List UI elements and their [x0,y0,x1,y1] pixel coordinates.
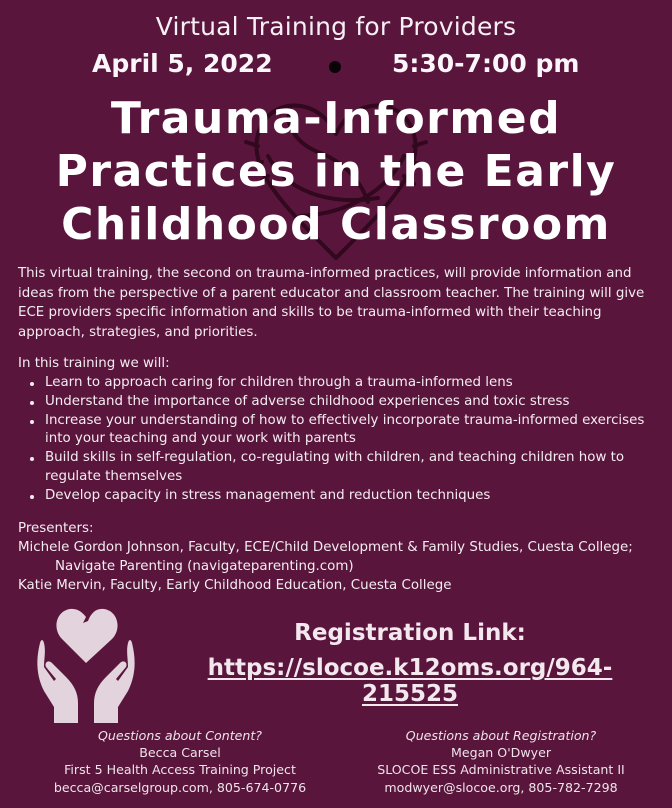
presenters-section [18,519,668,595]
content-contact-org: First 5 Health Access Training Project [64,762,296,778]
content-contact-details[interactable]: becca@carselgroup.com, 805-674-0776 [53,779,307,795]
title-line: Trauma-Informed [110,93,562,144]
registration-question: Questions about Registration? [405,728,597,743]
presenter-1-affiliation: Navigate Parenting (navigateparenting.com) [55,559,354,574]
registration-contact-details[interactable]: modwyer@slocoe.org, 805-782-7298 [384,779,618,795]
registration-link[interactable]: https://slocoe.k12oms.org/964-215525 [207,655,613,707]
title-line: Practices in the Early [55,146,617,197]
registration-label: Registration Link: [294,620,526,646]
event-subtitle: Virtual Training for Providers [155,12,517,41]
presenter-2: Katie Mervin, Faculty, Early Childhood Education, Cuesta College [18,578,452,593]
content-question: Questions about Content? [97,728,262,743]
content-contact-name: Becca Carsel [139,745,221,761]
date-time-row [0,49,672,83]
content-contact [30,727,330,796]
registration-contact-org: SLOCOE ESS Administrative Assistant II [377,762,625,778]
title-line: Childhood Classroom [61,199,611,250]
intro-paragraph: This virtual training, the second on trauma-informed practices, will provide information and ideas from the perspective of a parent educator and classroom teacher. The training will give ECE providers specific information and skills to be trauma-informed with their teaching approach, strategies, and priorities. [18,266,645,340]
objectives-lead: In this training we will: [18,356,170,371]
presenters-label: Presenters: [18,521,94,536]
bullet-separator-icon [329,61,341,73]
event-date: April 5, 2022 [92,49,273,78]
registration-contact [336,727,666,796]
list-item: Understand the importance of adverse childhood experiences and toxic stress [26,393,666,411]
hands-holding-heart-icon [34,603,138,723]
event-time: 5:30-7:00 pm [392,49,580,78]
objectives-list [26,374,666,506]
list-item: Develop capacity in stress management and reduction techniques [26,487,666,505]
list-item: Build skills in self-regulation, co-regulating with children, and teaching children how to regulate themselves [26,449,666,486]
list-item: Learn to approach caring for children through a trauma-informed lens [26,374,666,392]
presenter-1: Michele Gordon Johnson, Faculty, ECE/Child Development & Family Studies, Cuesta College; [18,540,633,555]
page-title [0,92,672,251]
registration-contact-name: Megan O'Dwyer [450,745,552,761]
list-item: Increase your understanding of how to effectively incorporate trauma-informed exercises into your teaching and your work with parents [26,412,666,449]
